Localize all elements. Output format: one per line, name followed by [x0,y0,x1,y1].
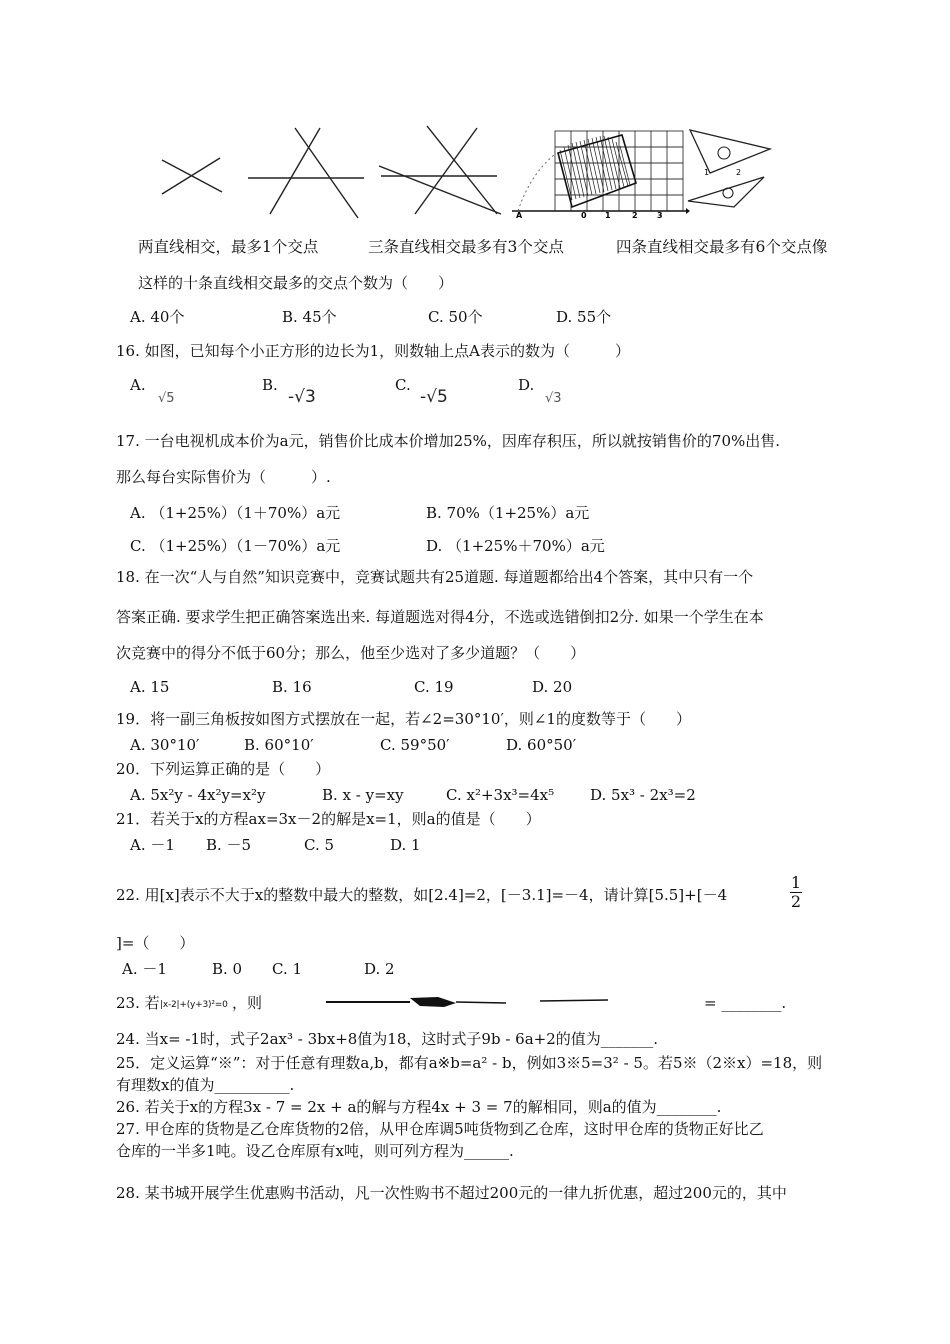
q15-option-d: D. 55个 [556,308,612,326]
q20-option-a: A. 5x²y - 4x²y=x²y [130,786,266,804]
q28-text: 28. 某书城开展学生优惠购书活动，凡一次性购书不超过200元的一律九折优惠，超过200元的，其中 [116,1184,787,1202]
angle-2-label: 2 [736,168,742,177]
tick-label-3: 3 [657,211,663,220]
q21-question: 21．若关于x的方程ax=3x－2的解是x=1，则a的值是（ ） [116,810,541,828]
q22-fraction [790,874,802,911]
q19-option-d: D. 60°50′ [506,736,577,754]
q22-line-1: 22. 用[x]表示不大于x的整数中最大的整数，如[2.4]=2，[－3.1]=－4，请计算[5.5]+[－4 [116,886,728,904]
q18-line-3: 次竞赛中的得分不低于60分；那么，他至少选对了多少道题？（ ） [116,644,586,662]
q17-option-b: B. 70%（1+25%）a元 [426,504,590,522]
q22-line-2: ]=（ ） [116,934,195,952]
q22-fraction-denominator: 2 [790,892,802,911]
two-lines-figure [150,150,240,210]
caption-four-lines: 四条直线相交最多有6个交点像 [616,238,828,256]
q21-option-c: C. 5 [304,836,335,854]
q15-option-b: B. 45个 [282,308,337,326]
q20-question: 20．下列运算正确的是（ ） [116,760,331,778]
q16-option-b-value: -√3 [288,387,316,407]
q23-prefix: 23. 若 [116,994,160,1012]
q23-smudged-expression [326,995,626,1009]
q16-option-a-value: √5 [158,391,175,406]
q17-option-c: C. （1+25%）（1－70%）a元 [130,537,341,555]
set-squares-figure [680,125,780,215]
q23-suffix: = ________. [704,994,787,1012]
q26-text: 26. 若关于x的方程3x - 7 = 2x + a的解与方程4x + 3 = 7的解相同，则a的值为________. [116,1098,722,1116]
q18-line-2: 答案正确. 要求学生把正确答案选出来. 每道题选对得4分，不选或选错倒扣2分. 如果一个学生在本 [116,608,764,626]
q18-option-a: A. 15 [130,678,170,696]
tick-label-0: 0 [581,211,587,220]
caption-two-lines: 两直线相交，最多1个交点 [138,238,319,256]
three-lines-figure [240,120,370,220]
q22-option-d: D. 2 [364,960,395,978]
q15-option-c: C. 50个 [428,308,483,326]
caption-three-lines: 三条直线相交最多有3个交点 [368,238,564,256]
q22-option-a: A. －1 [122,960,167,978]
q20-option-d: D. 5x³ - 2x³=2 [590,786,696,804]
q17-option-d: D. （1+25%＋70%）a元 [426,537,605,555]
q21-option-a: A. －1 [130,836,175,854]
tick-label-1: 1 [605,211,611,220]
q27-line-2: 仓库的一半多1吨。设乙仓库原有x吨，则可列方程为______. [116,1142,514,1160]
point-a-label: A [516,211,523,220]
q27-line-1: 27. 甲仓库的货物是乙仓库货物的2倍，从甲仓库调5吨货物到乙仓库，这时甲仓库的货物正好比乙 [116,1120,764,1138]
q15-option-a: A. 40个 [130,308,185,326]
q15-question: 这样的十条直线相交最多的交点个数为（ ） [138,274,454,292]
q18-option-d: D. 20 [532,678,573,696]
q18-option-b: B. 16 [272,678,312,696]
four-lines-figure [375,120,515,220]
q16-question: 16. 如图，已知每个小正方形的边长为1，则数轴上点A表示的数为（ ） [116,342,631,360]
q17-line-2: 那么每台实际售价为（ ）. [116,468,331,486]
q21-option-b: B. －5 [206,836,252,854]
q16-option-d-letter: D. [518,376,535,394]
q19-option-a: A. 30°10′ [130,736,200,754]
q17-line-1: 17. 一台电视机成本价为a元，销售价比成本价增加25%，因库存积压，所以就按销售价的70%出售. [116,432,781,450]
q16-option-d-value: √3 [545,391,562,406]
angle-1-label: 1 [704,168,710,177]
q16-option-b-letter: B. [262,376,278,394]
q19-question: 19．将一副三角板按如图方式摆放在一起，若∠2=30°10′，则∠1的度数等于（ ） [116,710,691,728]
q25-line-2: 有理数x的值为__________. [116,1076,295,1094]
q23-mid: ，则 [232,994,263,1012]
q19-option-b: B. 60°10′ [244,736,314,754]
q17-option-a: A. （1+25%）（1＋70%）a元 [130,504,341,522]
q18-option-c: C. 19 [414,678,454,696]
q19-option-c: C. 59°50′ [380,736,450,754]
tick-label-2: 2 [632,211,638,220]
q20-option-b: B. x - y=xy [322,786,404,804]
q22-option-c: C. 1 [272,960,303,978]
q23-expression: |x-2|+(y+3)²=0 [160,1000,228,1010]
q18-line-1: 18. 在一次“人与自然”知识竞赛中，竞赛试题共有25道题. 每道题都给出4个答案，其中只有一个 [116,568,754,586]
q16-option-c-value: -√5 [420,387,448,407]
number-line-grid-figure [510,125,690,225]
q25-line-1: 25．定义运算“※”：对于任意有理数a,b，都有a※b=a² - b，例如3※5=3² - 5。若5※（2※x）=18，则 [116,1054,823,1072]
q22-option-b: B. 0 [212,960,243,978]
q16-option-a-letter: A. [130,376,146,394]
q24-text: 24. 当x= -1时，式子2ax³ - 3bx+8值为18，这时式子9b - 6a+2的值为_______. [116,1030,659,1048]
q22-fraction-numerator: 1 [790,873,802,892]
q20-option-c: C. x²+3x³=4x⁵ [446,786,555,804]
q21-option-d: D. 1 [390,836,421,854]
q16-option-c-letter: C. [395,376,411,394]
